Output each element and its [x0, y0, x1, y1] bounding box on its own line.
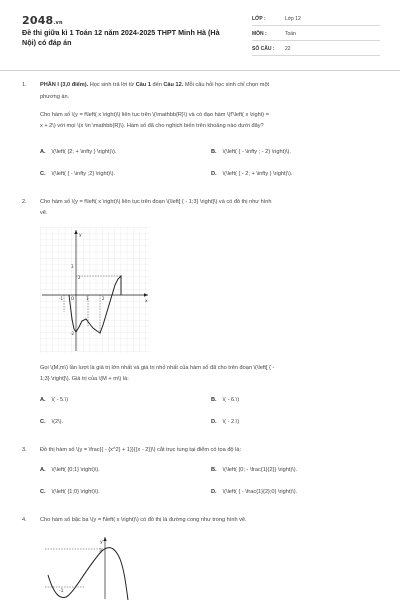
document-title: Đề thi giữa kì 1 Toán 12 năm 2024-2025 THPT Minh Hà (Hà Nội) có đáp án: [22, 28, 220, 47]
meta-key: LỚP :: [252, 16, 266, 22]
intro-text: Mỗi câu hỏi học sinh chỉ chọn một: [183, 82, 270, 88]
question-1-stem: Cho hàm số \(y = f\left( x \right)\) liên tục trên \(\mathbb{R}\) và có đạo hàm \(f'\left( x \right) =: [40, 112, 269, 118]
question-number: 4.: [22, 517, 27, 523]
tick-label: 3: [99, 549, 102, 554]
axis-label-x: x: [145, 299, 148, 304]
axis-label-y: y: [79, 233, 82, 238]
tick-label: 3: [71, 264, 74, 269]
tick-label: 2: [78, 275, 81, 280]
origin-label: O: [71, 296, 75, 301]
option-a[interactable]: A. \(\left( {0;1} \right)\).: [40, 467, 100, 473]
question-1-intro-cont: phương án.: [40, 94, 70, 100]
option-a[interactable]: A. \( - 5.\): [40, 397, 69, 403]
meta-subject-row: [252, 29, 380, 41]
meta-count-row: [252, 44, 380, 56]
meta-value: Toán: [285, 31, 296, 37]
meta-key: MÔN :: [252, 31, 267, 37]
question-1-stem-cont: x + 2\) với mọi \(x \in \mathbb{R}\). Hàm số đã cho nghịch biến trên khoảng nào dưới đây?: [40, 123, 264, 129]
option-b[interactable]: B. \(\left( {0; - \frac{1}{2}} \right)\).: [211, 467, 298, 473]
option-c[interactable]: C. \(2\).: [40, 419, 64, 425]
intro-bold: Câu 1: [135, 82, 151, 88]
question-number: 2.: [22, 199, 27, 205]
question-number: 1.: [22, 82, 27, 88]
axis-label-y: y: [100, 540, 103, 545]
option-d[interactable]: D. \( - 2.\): [211, 419, 240, 425]
graph-grid: [40, 227, 150, 353]
option-a[interactable]: A. \(\left( {2; + \infty } \right)\).: [40, 149, 117, 155]
question-2-stem: Cho hàm số \(y = f\left( x \right)\) liên tục trên đoạn \(\left[ { - 1;3} \right]\) và có đồ thị như hình: [40, 199, 272, 205]
question-4-stem: Cho hàm số bậc ba \(y = f\left( x \right)\) có đồ thị là đường cong như trong hình vẽ.: [40, 517, 247, 523]
tick-label: 2: [102, 296, 105, 301]
meta-class-row: [252, 14, 380, 26]
option-d[interactable]: D. \(\left( { - 2; + \infty } \right)\).: [211, 171, 293, 177]
part-heading: PHẦN I (3,0 điểm).: [40, 82, 89, 88]
meta-key: SỐ CÂU :: [252, 46, 275, 52]
tick-label: -1: [59, 589, 64, 594]
document-header: [0, 0, 400, 64]
question-4-graph: [40, 535, 150, 600]
option-b[interactable]: B. \( - 6.\): [211, 397, 240, 403]
meta-value: Lớp 12: [285, 16, 301, 22]
question-2-followup: Gọi \(M,m\) lần lượt là giá trị lớn nhất và giá trị nhỏ nhất của hàm số đã cho trên đoạn \(\left[ { -: [40, 365, 275, 371]
tick-label: 1: [86, 296, 89, 301]
option-b[interactable]: B. \(\left( { - \infty ; - 2} \right)\).: [211, 149, 291, 155]
option-d[interactable]: D. \(\left( { - \frac{1}{2};0} \right)\).: [211, 489, 298, 495]
tick-label: -2: [70, 331, 74, 336]
intro-text: đến: [150, 82, 164, 88]
option-c[interactable]: C. \(\left( { - \infty ;2} \right)\).: [40, 171, 116, 177]
question-number: 3.: [22, 447, 27, 453]
intro-bold: Câu 12.: [163, 82, 184, 88]
question-2-followup-cont: 1;3} \right]\). Giá trị của \(M + m\) là:: [40, 376, 129, 382]
question-3-stem: Đồ thị hàm số \(y = \frac{{ - {x^2} + 1}}{{x - 2}}\) cắt trục tung tại điểm có tọa độ là:: [40, 447, 242, 453]
intro-text: Học sinh trả lời từ: [88, 82, 136, 88]
site-logo[interactable]: 2048.vn: [22, 14, 63, 27]
header-divider: [0, 70, 400, 71]
question-2-stem-cont: vẽ.: [40, 210, 48, 216]
option-c[interactable]: C. \(\left( {1;0} \right)\).: [40, 489, 100, 495]
meta-value: 22: [285, 46, 291, 52]
question-1-intro: [40, 80, 380, 90]
y-axis-arrow: [103, 537, 106, 541]
tick-label: -1: [59, 296, 63, 301]
question-2-graph: [40, 227, 150, 353]
